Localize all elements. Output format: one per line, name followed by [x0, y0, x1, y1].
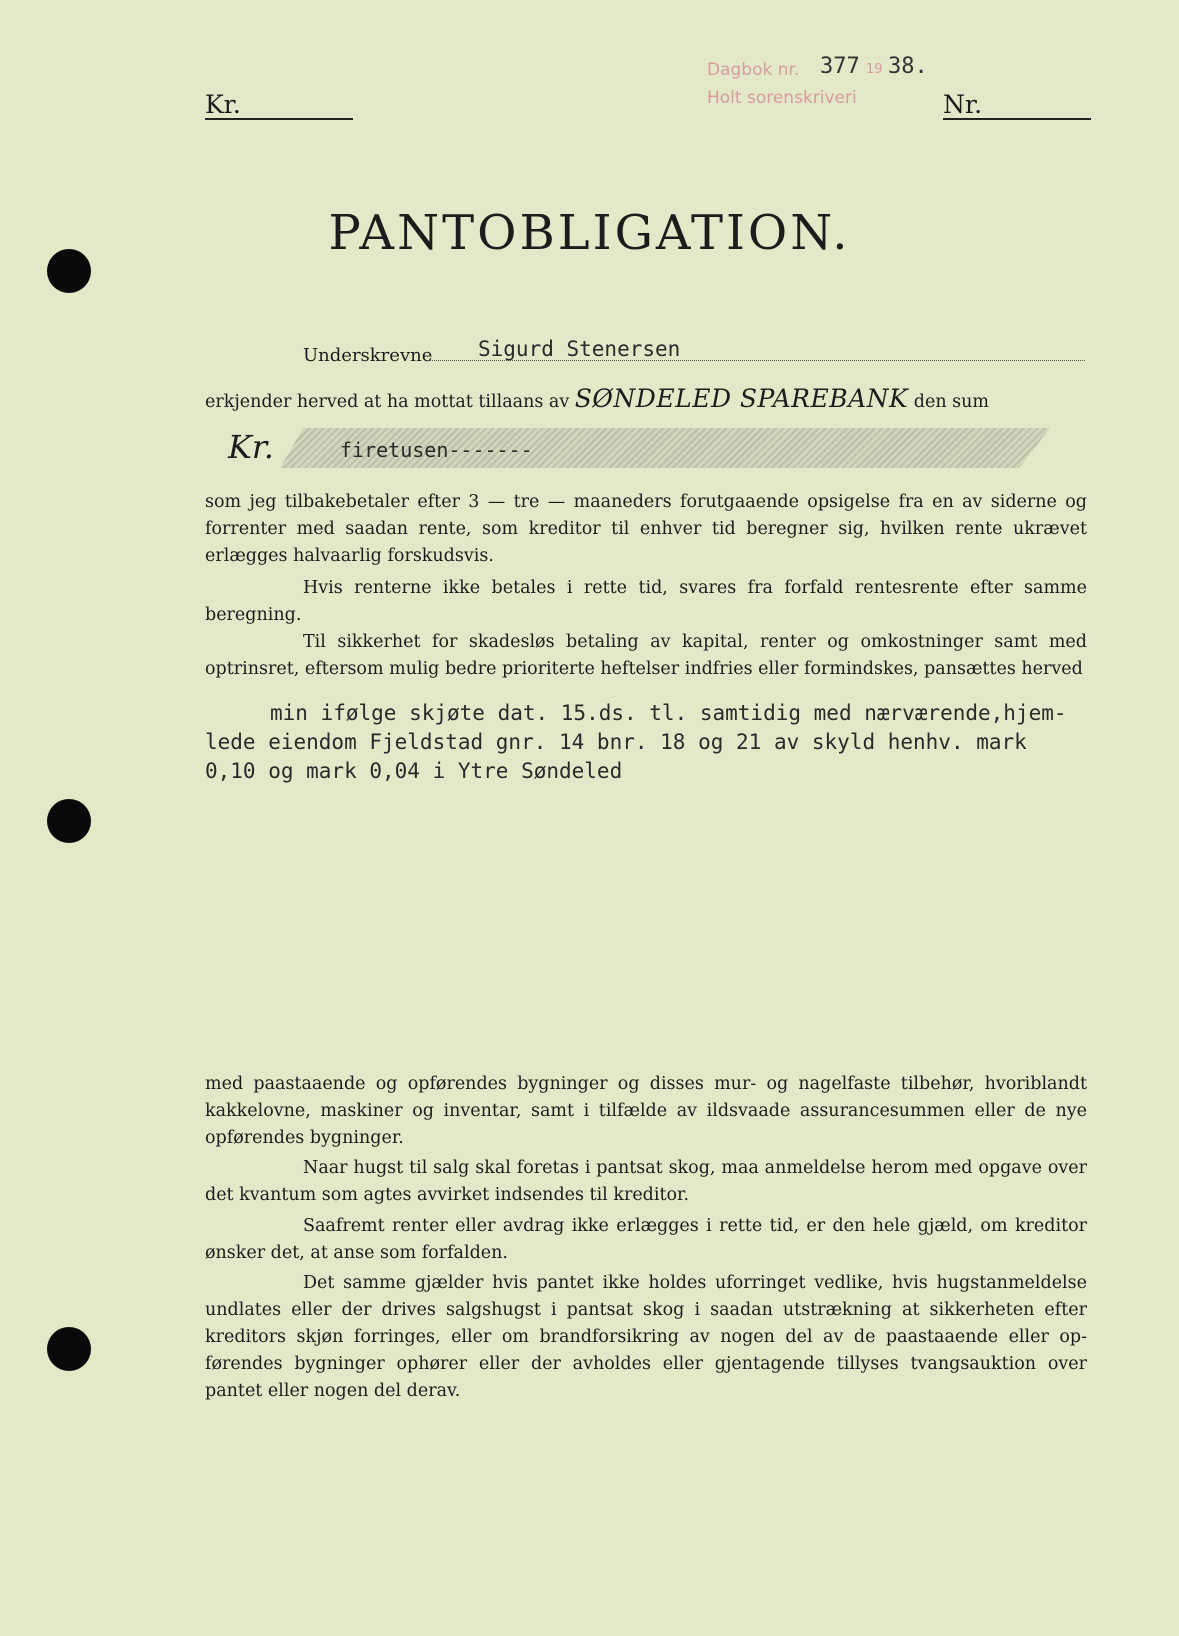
property-line-3: 0,10 og mark 0,04 i Ytre Søndeled	[205, 759, 623, 783]
bank-name: SØNDELED SPAREBANK	[574, 384, 909, 413]
acknowledge-prefix: erkjender herved at ha mottat tillaans av	[205, 392, 570, 412]
property-line-1: min ifølge skjøte dat. 15.ds. tl. samtidig med nærværende,hjem-	[270, 701, 1067, 725]
stamp-number: 377	[820, 54, 860, 79]
stamp-office: Holt sorenskriveri	[707, 88, 857, 108]
nr-line	[943, 118, 1091, 120]
acknowledge-suffix: den sum	[913, 392, 990, 412]
stamp-year: 38.	[888, 54, 928, 79]
paragraph-repayment: som jeg tilbakebetaler efter 3 — tre — maaneders forutgaaende opsigelse fra en av siderne og forrenter med saadan rente, som kreditor til enhver tid beregner sig, hvilken rente ukrævet erlægges halvaarlig forskudsvis.	[205, 492, 1087, 566]
paragraph-maintenance: Det samme gjælder hvis pantet ikke holdes uforringet vedlike, hvis hugstanmeldelse undlates eller der drives salgshugst i pantsat skog i saadan utstrækning at sikkerheten efter kreditors skjøn forringes, eller om brandforsikring av nogen del av de paastaaende eller op- førendes bygninger ophører eller der avholdes eller gjentagende tillyses tvangsauktion over pantet eller nogen del derav.	[205, 1273, 1087, 1401]
kr-line	[205, 118, 353, 120]
paragraph-default: Saafremt renter eller avdrag ikke erlægges i rette tid, er den hele gjæld, om kreditor ønsker det, at anse som forfalden.	[205, 1216, 1087, 1263]
paragraph-security: Til sikkerhet for skadesløs betaling av kapital, renter og omkostninger samt med optrinsret, eftersom mulig bedre prioriterte heftelser indfries eller formindskes, pansættes herved	[205, 632, 1087, 679]
binder-hole-bottom	[47, 1327, 91, 1371]
paragraph-buildings: med paastaaende og opførendes bygninger og disses mur- og nagelfaste tilbehør, hvoriblandt kakkelovne, maskiner og inventar, samt i tilfælde av ildsvaade assurancesummen eller de nye opførendes bygninger.	[205, 1074, 1087, 1148]
acknowledge-line	[205, 385, 1085, 416]
paragraph-logging: Naar hugst til salg skal foretas i pantsat skog, maa anmeldelse herom med opgave over det kvantum som agtes avvirket indsendes til kreditor.	[205, 1158, 1087, 1205]
nr-label: Nr.	[943, 90, 983, 119]
undersigned-name: Sigurd Stenersen	[478, 337, 681, 361]
amount-value: firetusen-------	[340, 438, 533, 462]
stamp-year-prefix: 19	[866, 62, 883, 77]
property-line-2: lede eiendom Fjeldstad gnr. 14 bnr. 18 og 21 av skyld henhv. mark	[205, 730, 1027, 754]
binder-hole-middle	[47, 799, 91, 843]
paragraph-interest: Hvis renterne ikke betales i rette tid, svares fra forfald rentesrente efter samme beregning.	[205, 578, 1087, 625]
stamp-dagbok-label: Dagbok nr.	[707, 60, 800, 80]
amount-kr-label: Kr.	[228, 428, 274, 466]
page-title: PANTOBLIGATION.	[328, 205, 851, 261]
kr-label: Kr.	[205, 90, 241, 119]
undersigned-label: Underskrevne	[303, 345, 433, 366]
